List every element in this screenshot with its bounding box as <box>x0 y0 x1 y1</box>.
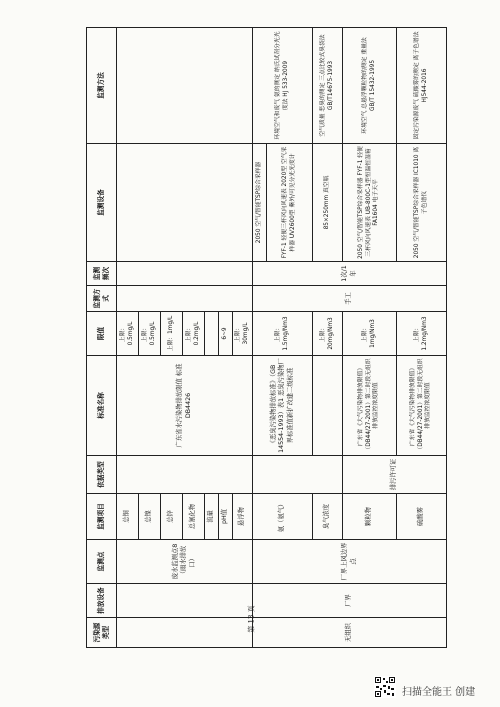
water-limit-ni: 上限：0.5mg/L <box>139 312 161 356</box>
air-point: 厂界上风边界点 <box>253 540 447 584</box>
water-mode-cell <box>117 286 253 312</box>
air-item-nh3: 氨（氨气） <box>253 494 313 540</box>
water-limit-cn: 上限：0.2mg/L <box>183 312 205 356</box>
water-limit-ph: 6~9 <box>219 312 233 356</box>
monitoring-table <box>86 27 447 648</box>
water-item-cn: 总氰化物 <box>183 494 205 540</box>
header-standard: 标准名称 <box>87 356 117 456</box>
monitoring-table-rotated <box>86 28 432 648</box>
air-equipment-sulfuric: 2050 空气/智能TSP综合采样器 IC1010 离子色谱仪 <box>397 144 447 262</box>
air-mode: 手工 <box>253 286 447 312</box>
water-item-ss: 悬浮物 <box>233 494 253 540</box>
water-source-type-cell <box>117 618 253 648</box>
scanner-watermark: 扫描全能王 创建 <box>402 687 476 698</box>
qr-code-icon <box>374 676 396 698</box>
header-mode: 监测方式 <box>87 286 117 312</box>
air-standard-sulfuric: 广东省《大气污染物排放限值》（DB44/27-2001）第二时段无组织排放监控浓度限值 <box>397 356 447 456</box>
air-basis: 排污许可证 <box>343 456 447 494</box>
water-method-cell <box>117 28 253 144</box>
water-device-cell <box>117 584 253 618</box>
air-limit-sulfuric: 上限：1.2mg/Nm3 <box>397 312 447 356</box>
page-number: 第 13 页 <box>247 605 256 633</box>
air-method-nh3: 环境空气和废气 氨的测定 纳氏试剂分光光度法 HJ 533-2009 <box>253 28 313 144</box>
air-equipment-nh3: FYF-1 轻便三杯风向风速表 2020型 空气采样器 UV2600型 紫外/可见分光光度计 <box>267 144 313 262</box>
air-method-particulate: 环境空气 总悬浮颗粒物的测定 重量法 GB/T 15432-1995 <box>343 28 397 144</box>
header-method: 监测方法 <box>87 28 117 144</box>
air-item-odor: 臭气浓度 <box>313 494 343 540</box>
air-method-sulfuric: 固定污染源废气 硫酸雾的测定 离子色谱法 HJ544-2016 <box>397 28 447 144</box>
air-basis-upper-cell <box>253 456 343 494</box>
air-item-particulate: 颗粒物 <box>343 494 397 540</box>
header-point: 监测点 <box>87 540 117 584</box>
air-standard-odor-cell <box>313 356 343 456</box>
water-basis-cell <box>117 456 253 494</box>
air-equipment-tsp: 2050 空气/智能TSP综合采样器 <box>253 144 267 262</box>
header-source-type: 污染源类型 <box>87 618 117 648</box>
air-method-odor: 空气质量 恶臭的测定 三点比较式臭袋法 GB/T14675-1993 <box>313 28 343 144</box>
header-equipment: 监测设备 <box>87 144 117 262</box>
air-limit-particulate: 上限：1mg/Nm3 <box>343 312 397 356</box>
water-item-zn: 总锌 <box>161 494 183 540</box>
water-limit-ss: 上限：30mg/L <box>233 312 253 356</box>
air-standard-particulate: 广东省《大气污染物排放限值》（DB44/27-2001）第二时段无组织排放监控浓度限值 <box>343 356 397 456</box>
water-equipment-cell <box>117 144 253 262</box>
header-limit: 限值 <box>87 312 117 356</box>
air-frequency: 1次/1年 <box>253 262 447 286</box>
air-device: 厂界 <box>253 584 447 618</box>
air-item-sulfuric: 硫酸雾 <box>397 494 447 540</box>
water-frequency-cell <box>117 262 253 286</box>
air-standard-nh3: 《恶臭污染物排放标准》（GB 14554-1993）表1 恶臭污染物厂界标准值新扩改建二级标准 <box>253 356 313 456</box>
water-item-flow: 流量 <box>205 494 219 540</box>
air-equipment-odor: 85×250mm 真空瓶 <box>313 144 343 262</box>
water-point: 废水监测点8（雨水排放口） <box>117 540 253 584</box>
header-frequency: 监测频次 <box>87 262 117 286</box>
air-source-type: 无组织 <box>253 618 447 648</box>
water-item-ph: pH值 <box>219 494 233 540</box>
air-limit-nh3: 上限：1.5mg/Nm3 <box>253 312 313 356</box>
header-device: 排放设备 <box>87 584 117 618</box>
air-equipment-particulate: 2050 空气/智能TSP综合采样器 FYF-1 轻便三杯风向风速表 UB-800C-1型恒温恒湿箱 FA1604 电子天平 <box>343 144 397 262</box>
header-item: 监测项目 <box>87 494 117 540</box>
water-limit-flow <box>205 312 219 356</box>
air-limit-odor: 上限：20mg/Nm3 <box>313 312 343 356</box>
water-limit-zn: 上限：1mg/L <box>161 312 183 356</box>
water-limit-cu: 上限：0.5mg/L <box>117 312 139 356</box>
water-item-cu: 总铜 <box>117 494 139 540</box>
water-standard: 广东省水污染物排放限值 标准DB4426 <box>117 356 253 456</box>
water-item-ni: 总镍 <box>139 494 161 540</box>
header-basis: 依据类型 <box>87 456 117 494</box>
